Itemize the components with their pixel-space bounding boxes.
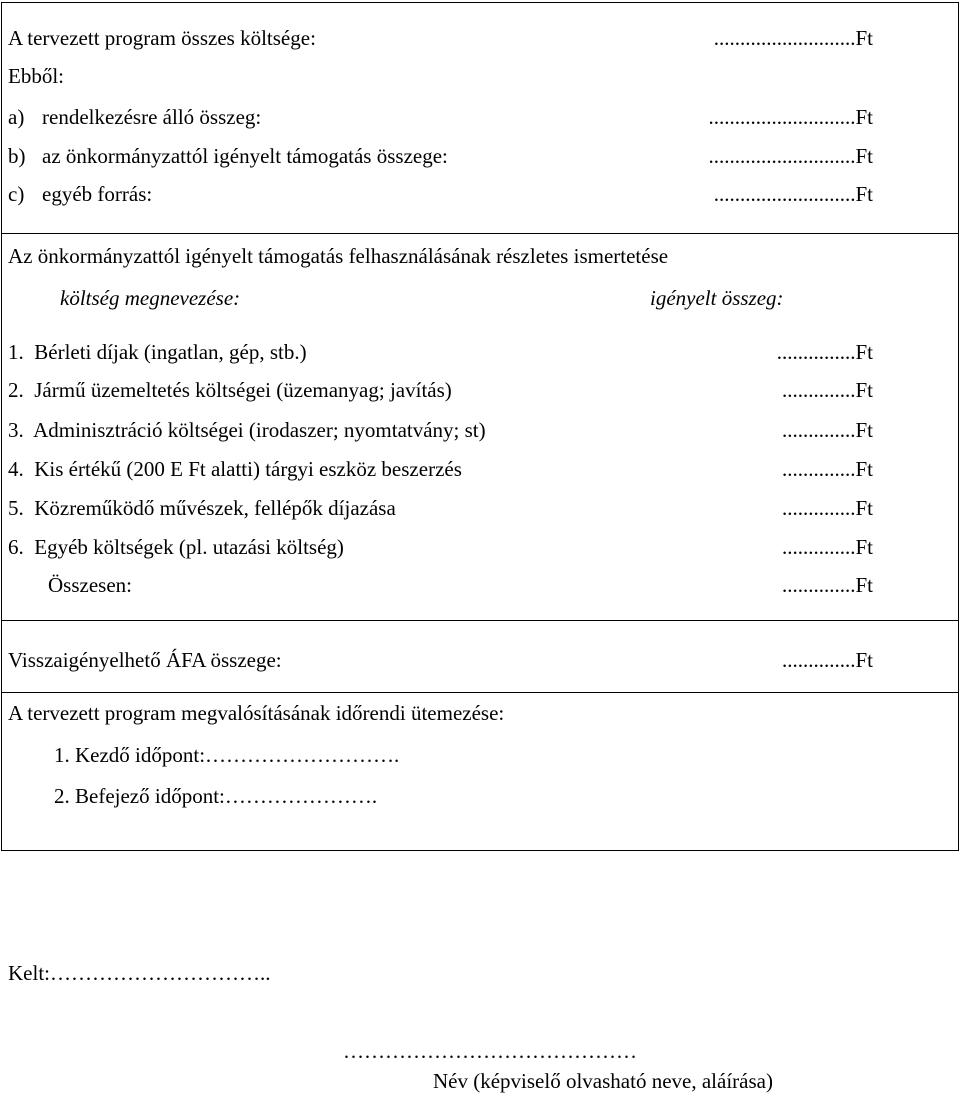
start-date-field[interactable]: 1. Kezdő időpont:……………………….	[54, 743, 400, 767]
of-which-label: Ebből:	[8, 64, 64, 88]
item-c-marker: c)	[8, 182, 25, 206]
amount-column-header: igényelt összeg:	[650, 286, 784, 310]
cost-name-column-header: költség megnevezése:	[60, 286, 241, 310]
usage-item-1-value[interactable]: ...............Ft	[776, 340, 873, 364]
usage-item-3-label: 3. Adminisztráció költségei (irodaszer; nyomtatvány; st)	[8, 418, 486, 442]
usage-item-4-value[interactable]: ..............Ft	[781, 457, 873, 481]
usage-item-3-value[interactable]: ..............Ft	[781, 418, 873, 442]
section-divider-usage	[1, 233, 958, 234]
item-a-marker: a)	[8, 105, 25, 129]
usage-item-6-value[interactable]: ..............Ft	[781, 535, 873, 559]
usage-item-5-label: 5. Közreműködő művészek, fellépők díjazása	[8, 496, 396, 520]
item-a-value[interactable]: ............................Ft	[708, 105, 873, 129]
usage-item-2-label: 2. Jármű üzemeltetés költségei (üzemanyag; javítás)	[8, 378, 452, 402]
usage-total-label: Összesen:	[48, 573, 132, 597]
item-c-value[interactable]: ...........................Ft	[713, 182, 873, 206]
section-divider-vat	[1, 620, 958, 621]
usage-item-5-value[interactable]: ..............Ft	[781, 496, 873, 520]
signature-caption: Név (képviselő olvasható neve, aláírása)	[433, 1069, 773, 1093]
section-divider-schedule	[1, 692, 958, 693]
item-c-label: egyéb forrás:	[42, 182, 153, 206]
schedule-heading: A tervezett program megvalósításának időrendi ütemezése:	[8, 701, 505, 725]
date-signed-field[interactable]: Kelt:…………………………..	[8, 961, 271, 985]
vat-label: Visszaigényelhető ÁFA összege:	[8, 648, 282, 672]
usage-item-6-label: 6. Egyéb költségek (pl. utazási költség)	[8, 535, 344, 559]
item-a-label: rendelkezésre álló összeg:	[42, 105, 262, 129]
usage-item-1-label: 1. Bérleti díjak (ingatlan, gép, stb.)	[8, 340, 307, 364]
signature-line[interactable]: ……………………………………	[343, 1039, 637, 1063]
item-b-marker: b)	[8, 144, 26, 168]
total-cost-label: A tervezett program összes költsége:	[8, 26, 316, 50]
vat-value[interactable]: ..............Ft	[781, 648, 873, 672]
usage-item-4-label: 4. Kis értékű (200 E Ft alatti) tárgyi eszköz beszerzés	[8, 457, 462, 481]
end-date-field[interactable]: 2. Befejező időpont:………………….	[54, 784, 378, 808]
item-b-value[interactable]: ............................Ft	[708, 144, 873, 168]
usage-heading: Az önkormányzattól igényelt támogatás felhasználásának részletes ismertetése	[8, 244, 669, 268]
usage-total-value[interactable]: ..............Ft	[781, 573, 873, 597]
total-cost-value[interactable]: ...........................Ft	[713, 26, 873, 50]
usage-item-2-value[interactable]: ..............Ft	[781, 378, 873, 402]
item-b-label: az önkormányzattól igényelt támogatás összege:	[42, 144, 448, 168]
